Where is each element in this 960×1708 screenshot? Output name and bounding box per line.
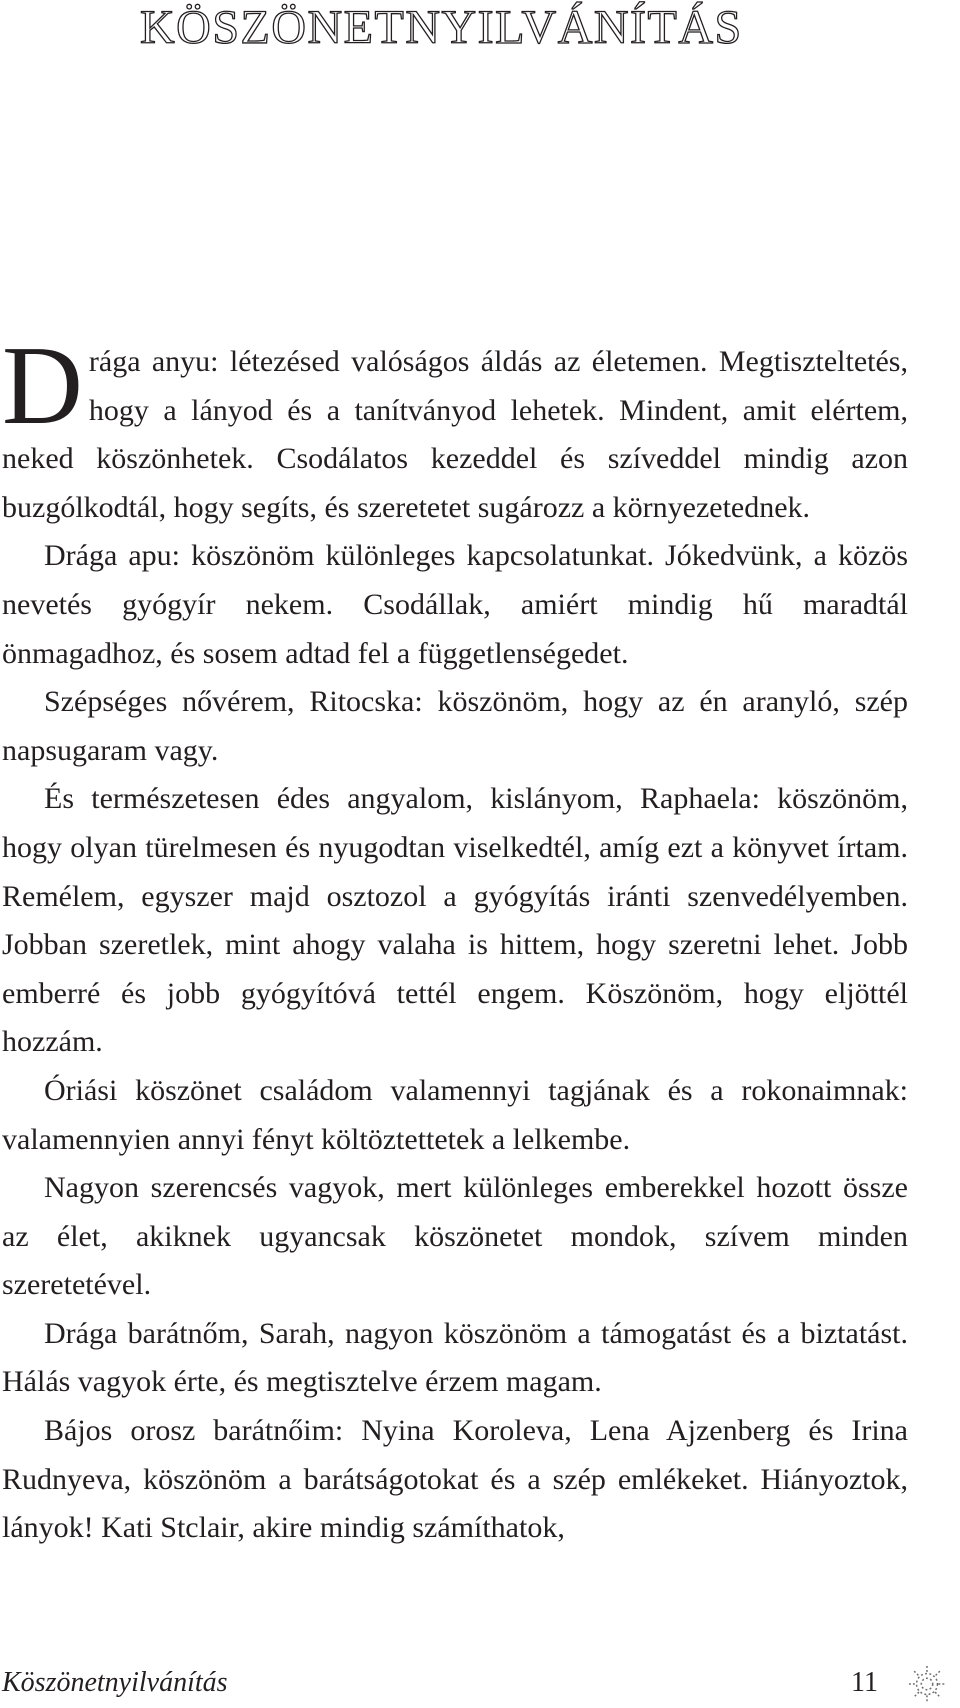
page-number: 11 (851, 1667, 878, 1698)
paragraph-mother (2, 324, 908, 532)
paragraph-daughter: És természetesen édes angyalom, kislányom, Raphaela: köszönöm, hogy olyan türelmesen és nyugodtan viselkedtél, amíg ezt a könyvet írtam. Remélem, egyszer majd osztozol a gyógyítás iránti szenvedélyemben. Jobban szeretlek, mint ahogy valaha is hittem, hogy szeretni lehet. Jobb emberré és jobb gyógyítóvá tettél engem. Köszönöm, hogy eljöttél hozzám. (2, 782, 908, 1059)
paragraph-father: Drága apu: köszönöm különleges kapcsolatunkat. Jókedvünk, a közös nevetés gyógyír nekem. Csodállak, amiért mindig hű maradtál önmagadhoz, és sosem adtad fel a függetlenségedet. (2, 539, 908, 670)
chapter-title: KÖSZÖNETNYILVÁNÍTÁS (140, 1, 743, 54)
paragraph-mother-text: rága anyu: létezésed valóságos áldás az életemen. Megtiszteltetés, hogy a lányod és a tanítványod lehetek. Mindent, amit elértem, neked köszönhetek. Csodálatos kezeddel és szíveddel mindig azon buzgólkodtál, hogy segíts, és szeretetet sugározz a környezetednek. (2, 345, 908, 524)
paragraph-special-people: Nagyon szerencsés vagyok, mert különleges emberekkel hozott össze az élet, akiknek ugyancsak köszönetet mondok, szívem minden szeretetével. (2, 1171, 908, 1302)
running-head: Köszönetnyilvánítás (2, 1667, 228, 1698)
paragraph-family: Óriási köszönet családom valamennyi tagjának és a rokonaimnak: valamennyien annyi fényt költöztettetek a lelkembe. (2, 1073, 908, 1156)
body-text (2, 324, 908, 1553)
paragraph-sarah: Drága barátnőm, Sarah, nagyon köszönöm a támogatást és a biztatást. Hálás vagyok érte, és megtisztelve érzem magam. (2, 1316, 908, 1399)
dotted-sun-ornament-icon (908, 1665, 946, 1703)
paragraph-russian-friends: Bájos orosz barátnőim: Nyina Koroleva, Lena Ajzenberg és Irina Rudnyeva, köszönöm a barátságotokat és a szép emlékeket. Hiányoztok, lányok! Kati Stclair, akire mindig számíthatok, (2, 1414, 908, 1545)
page-footer (0, 1665, 960, 1705)
paragraph-sister: Szépséges nővérem, Ritocska: köszönöm, hogy az én aranyló, szép napsugaram vagy. (2, 685, 908, 767)
drop-cap: D (2, 324, 83, 448)
